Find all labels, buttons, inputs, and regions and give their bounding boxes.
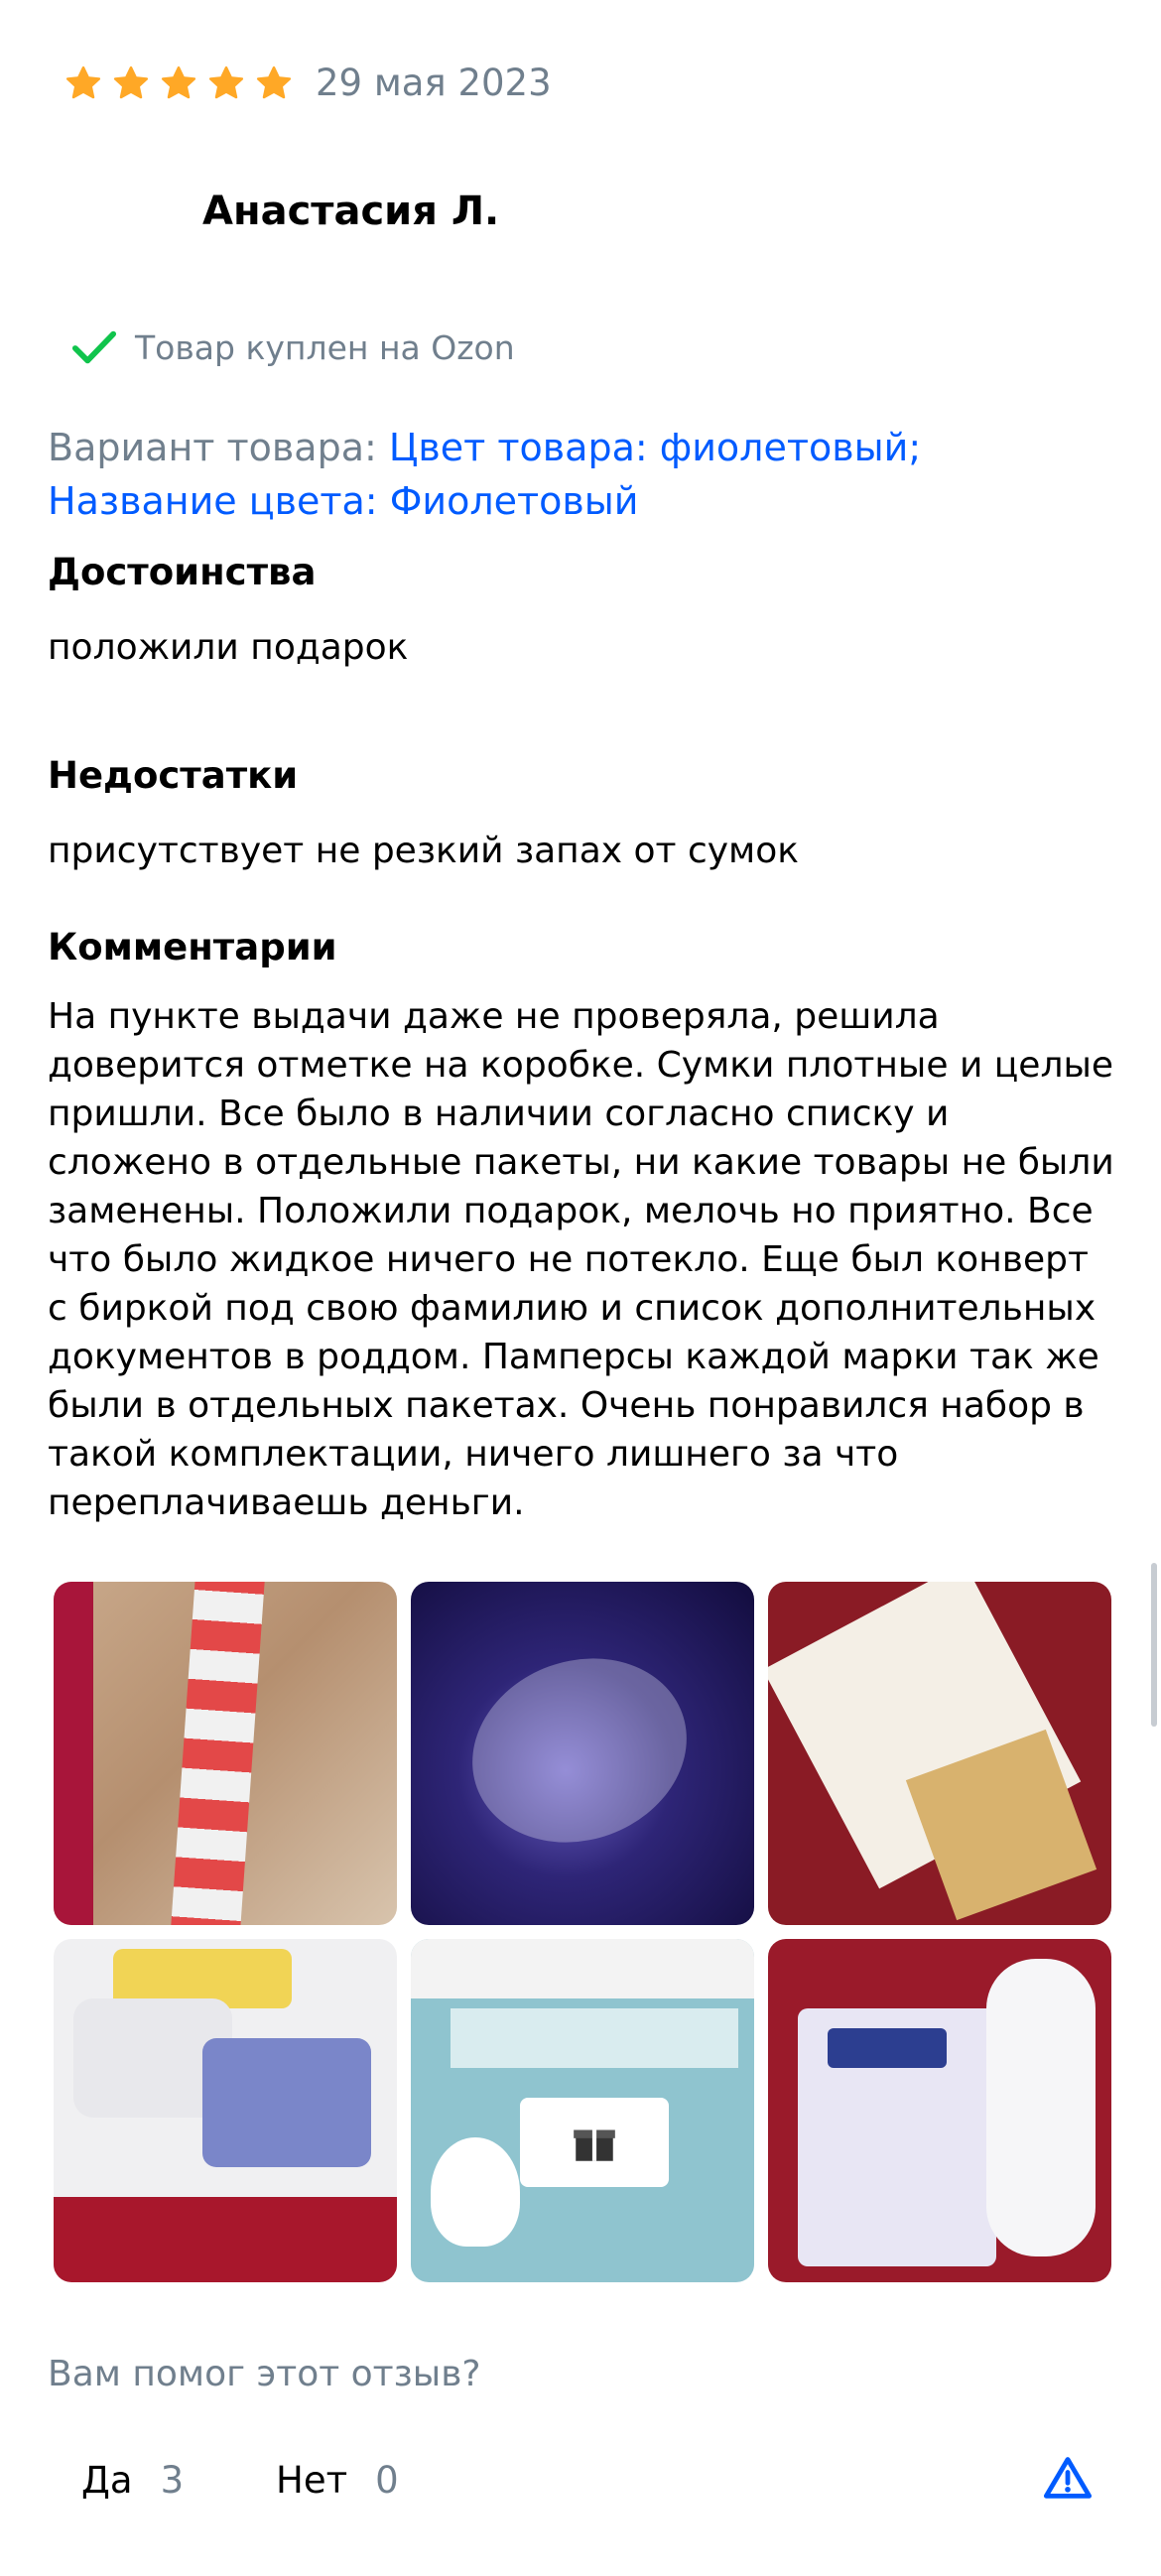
pros-title: Достоинства [48, 551, 317, 593]
warning-icon[interactable] [1042, 2453, 1094, 2505]
cons-title: Недостатки [48, 754, 299, 797]
product-variant [48, 421, 1119, 528]
verified-text: Товар куплен на Ozon [135, 327, 515, 367]
star-icon [111, 64, 151, 103]
variant-label: Вариант товара: [48, 426, 377, 469]
gift-icon [520, 2098, 669, 2187]
photo-wet-toilet-paper[interactable] [411, 1939, 754, 2282]
comment-title: Комментарии [48, 926, 337, 968]
vote-no-label: Нет [276, 2459, 348, 2502]
star-icon [64, 64, 103, 103]
photo-gallery [54, 1582, 1115, 2282]
rating-stars [64, 64, 294, 103]
star-icon [206, 64, 246, 103]
pros-text: положили подарок [48, 627, 409, 668]
check-icon [71, 327, 117, 367]
vote-yes-count: 3 [160, 2459, 185, 2502]
photo-box-tape[interactable] [54, 1582, 397, 1925]
scrollbar[interactable] [1151, 1563, 1157, 1727]
author-name[interactable]: Анастасия Л. [202, 189, 500, 234]
star-icon [159, 64, 198, 103]
comment-text: На пункте выдачи даже не проверяла, решила доверится отметке на коробке. Сумки плотные и целые пришли. Все было в наличии согласно списку и сложено в отдельные пакеты, ни какие товары не были заменены. Положили подарок, мелочь но приятно. Все что было жидкое ничего не потекло. Еще был конверт с биркой под свою фамилию и список дополнительных документов в роддом. Памперсы каждой марки так же были в отдельных пакетах. Очень понравился набор в такой комплектации, ничего лишнего за что переплачиваешь деньги. [48, 996, 1114, 1523]
helpful-question: Вам помог этот отзыв? [48, 2354, 481, 2394]
photo-baby-items[interactable] [54, 1939, 397, 2282]
photo-seni-pads[interactable] [768, 1939, 1111, 2282]
variant-value-link[interactable]: Цвет товара: фиолетовый; Название цвета: Фиолетовый [48, 426, 922, 523]
vote-no-count: 0 [375, 2459, 399, 2502]
vote-yes-label: Да [81, 2459, 133, 2502]
photo-purple-bag[interactable] [411, 1582, 754, 1925]
verified-purchase [71, 327, 515, 367]
photo-documents-list[interactable] [768, 1582, 1111, 1925]
vote-no-button[interactable] [276, 2459, 399, 2502]
cons-text: присутствует не резкий запах от сумок [48, 831, 799, 871]
review-date: 29 мая 2023 [316, 62, 552, 104]
star-icon [254, 64, 294, 103]
vote-yes-button[interactable] [81, 2459, 184, 2502]
